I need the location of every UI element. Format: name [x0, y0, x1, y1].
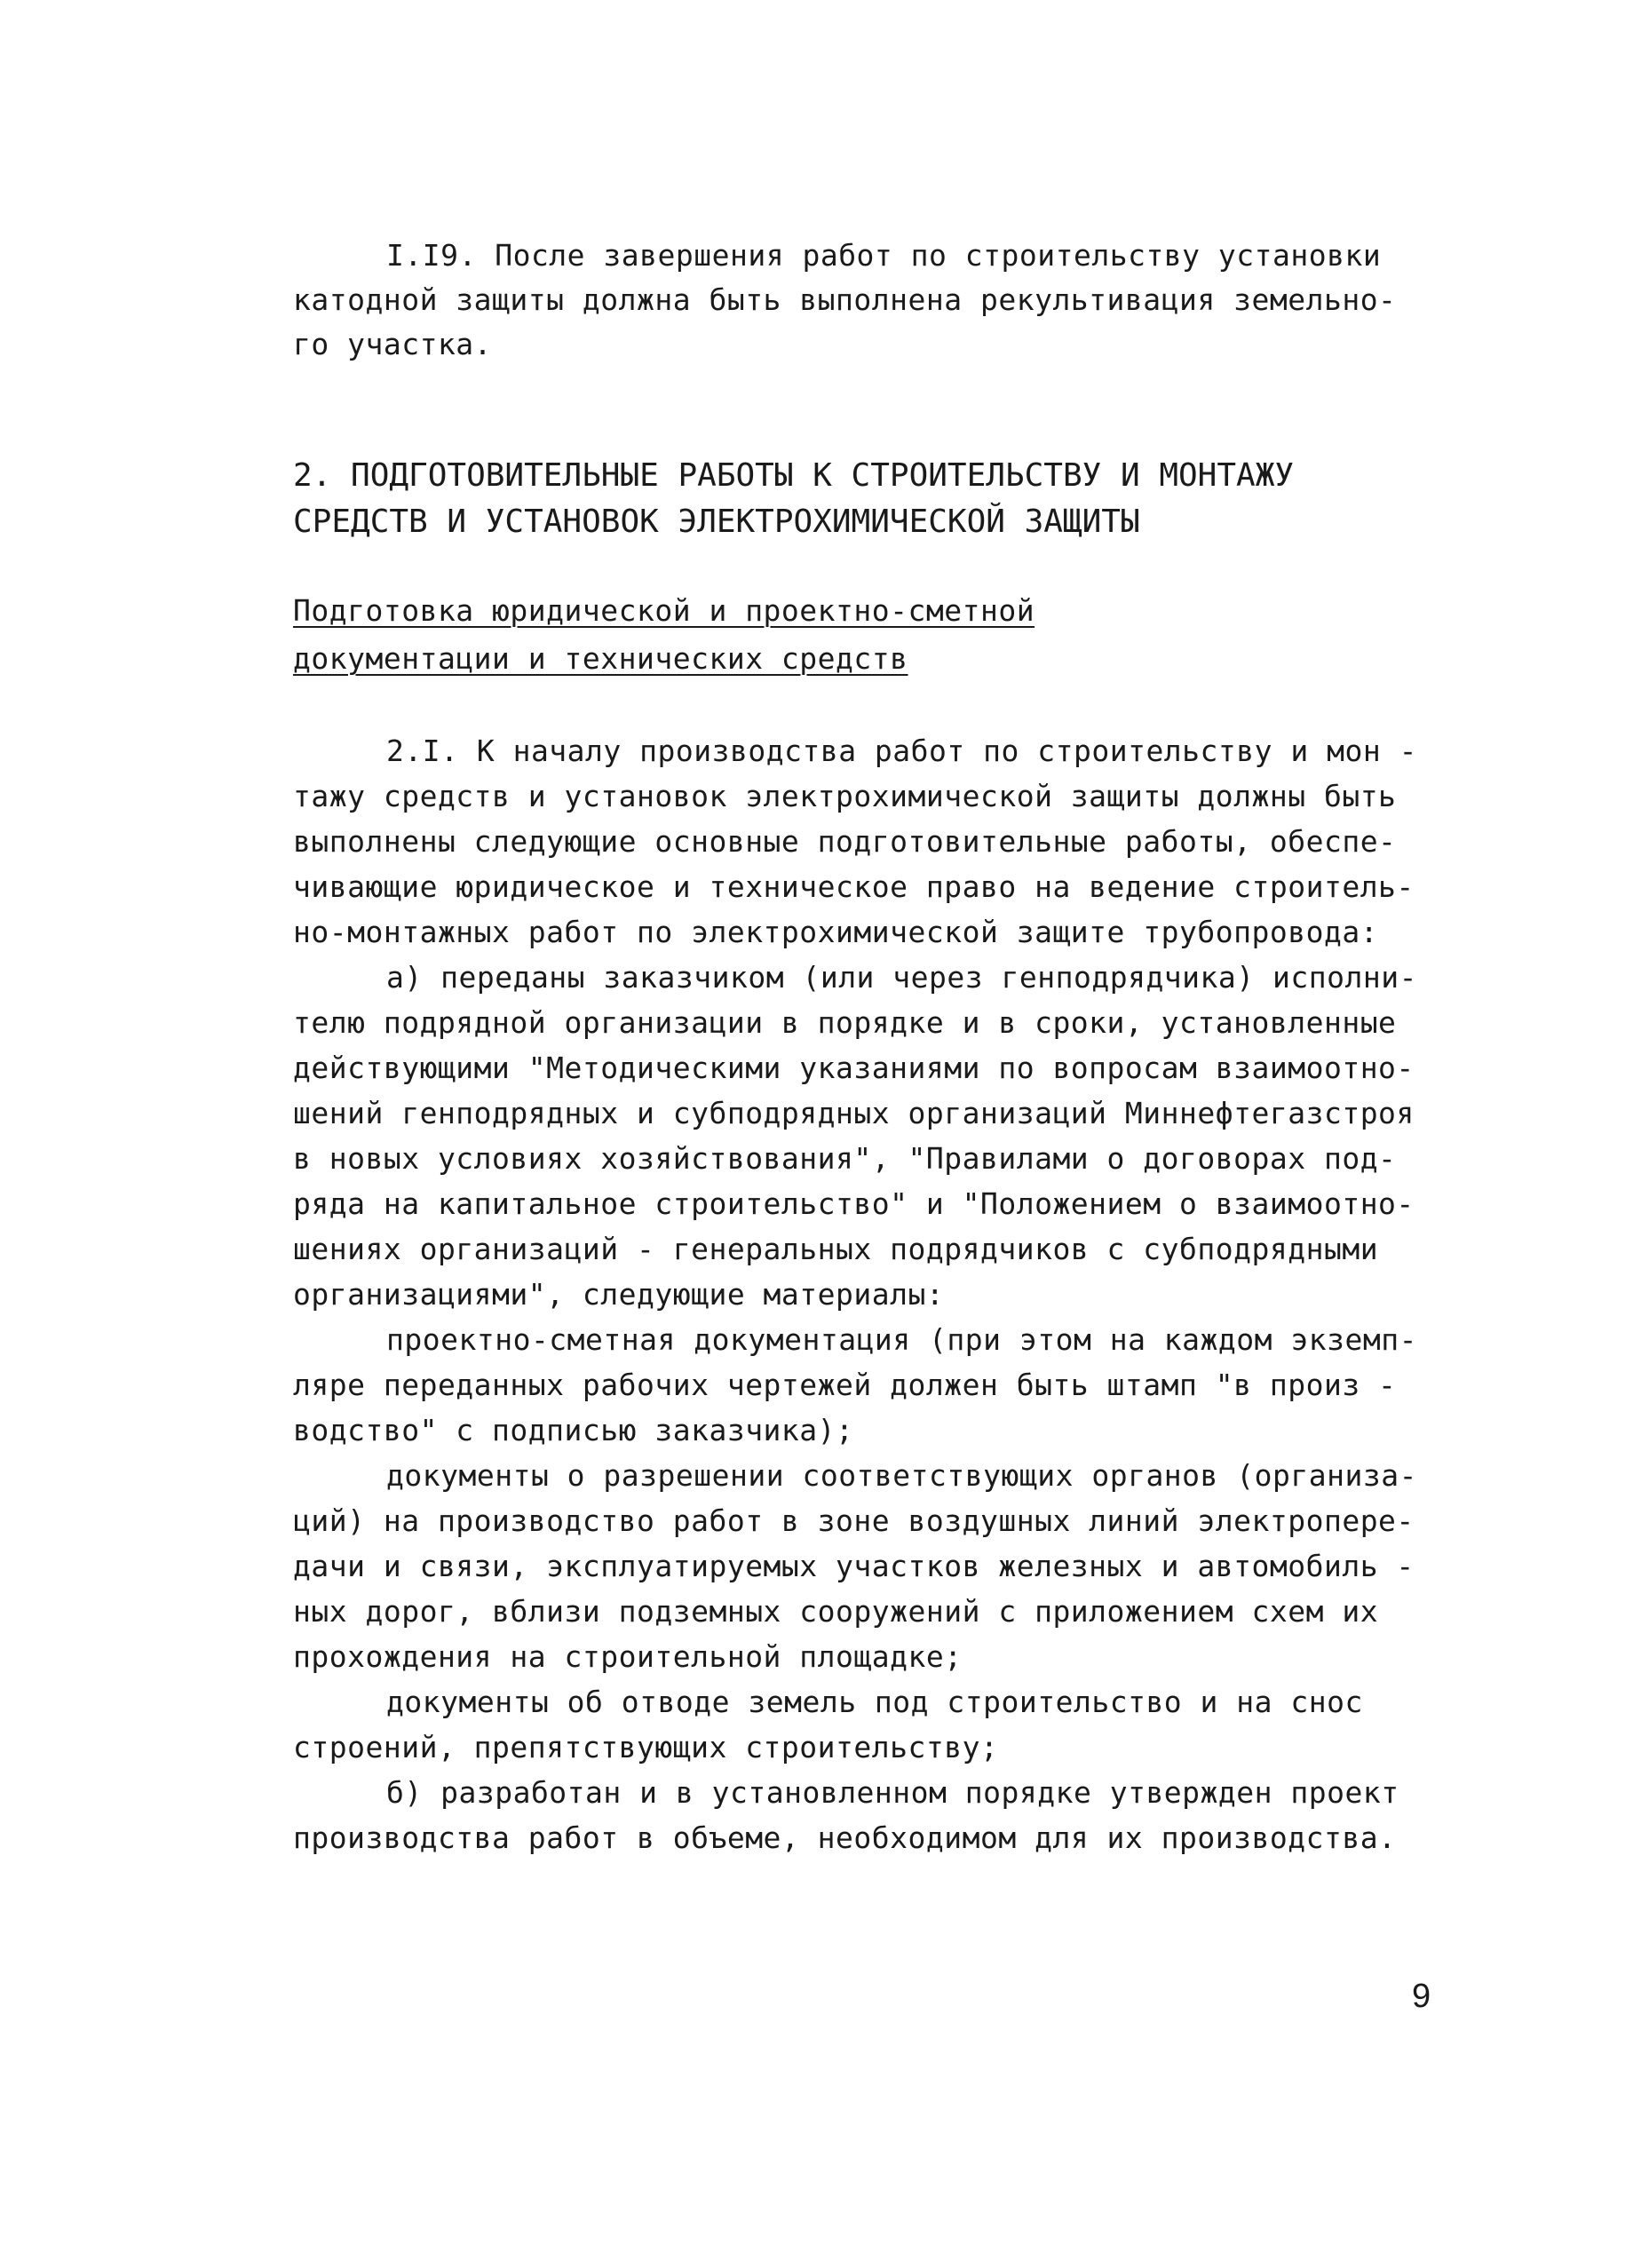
section-heading-line-2: СРЕДСТВ И УСТАНОВОК ЭЛЕКТРОХИМИЧЕСКОЙ ЗАЩИТЫ: [293, 504, 1140, 540]
body-line: действующими "Методическими указаниями по вопросам взаимоотно-: [293, 1051, 1415, 1085]
body-line: шениях организаций - генеральных подрядчиков с субподрядными: [293, 1232, 1379, 1266]
section-heading-line-1: 2. ПОДГОТОВИТЕЛЬНЫЕ РАБОТЫ К СТРОИТЕЛЬСТВУ И МОНТАЖУ: [293, 457, 1295, 494]
body-line: но-монтажных работ по электрохимической защите трубопровода:: [293, 915, 1379, 949]
body-line: 2.I. К началу производства работ по строительству и мон -: [386, 734, 1417, 768]
body-line: в новых условиях хозяйствования", "Правилами о договорах под-: [293, 1141, 1397, 1176]
body-line: ций) на производство работ в зоне воздушных линий электропере-: [293, 1503, 1415, 1538]
body-line: документы о разрешении соответствующих органов (организа-: [386, 1458, 1417, 1493]
body-line: документы об отводе земель под строительство и на снос: [386, 1685, 1363, 1719]
body-line: прохождения на строительной площадке;: [293, 1639, 963, 1674]
body-line: б) разработан и в установленном порядке утвержден проект: [386, 1775, 1399, 1810]
body-line: проектно-сметная документация (при этом на каждом экземп-: [386, 1322, 1417, 1357]
body-line: чивающие юридическое и техническое право на ведение строитель-: [293, 869, 1415, 904]
body-line: ляре переданных рабочих чертежей должен быть штамп "в произ -: [293, 1368, 1397, 1402]
body-line: водство" с подписью заказчика);: [293, 1413, 854, 1447]
body-line: ряда на капитальное строительство" и "Положением о взаимоотно-: [293, 1186, 1415, 1221]
body-line: выполнены следующие основные подготовительные работы, обеспе-: [293, 824, 1397, 859]
body-line: тажу средств и установок электрохимической защиты должны быть: [293, 779, 1397, 813]
body-line: дачи и связи, эксплуатируемых участков железных и автомобиль -: [293, 1549, 1415, 1583]
body-line: ных дорог, вблизи подземных сооружений с приложением схем их: [293, 1594, 1379, 1629]
page-number: 9: [1412, 1978, 1431, 2015]
body-line: шений генподрядных и субподрядных организаций Миннефтегазстроя: [293, 1096, 1415, 1130]
body-line: телю подрядной организации в порядке и в сроки, установленные: [293, 1005, 1397, 1040]
paragraph-1-19-line-2: катодной защиты должна быть выполнена рекультивация земельно-: [293, 282, 1397, 317]
body-line: организациями", следующие материалы:: [293, 1277, 945, 1312]
body-line: а) переданы заказчиком (или через генподрядчика) исполни-: [386, 960, 1417, 995]
subheading-line-1: Подготовка юридической и проектно-сметной: [293, 593, 1035, 628]
paragraph-1-19-line-1: I.I9. После завершения работ по строительству установки: [386, 238, 1382, 273]
body-line: производства работ в объеме, необходимом для их производства.: [293, 1820, 1397, 1855]
paragraph-1-19-line-3: го участка.: [293, 327, 493, 361]
body-line: строений, препятствующих строительству;: [293, 1730, 999, 1764]
subheading-line-2: документации и технических средств: [293, 641, 908, 676]
